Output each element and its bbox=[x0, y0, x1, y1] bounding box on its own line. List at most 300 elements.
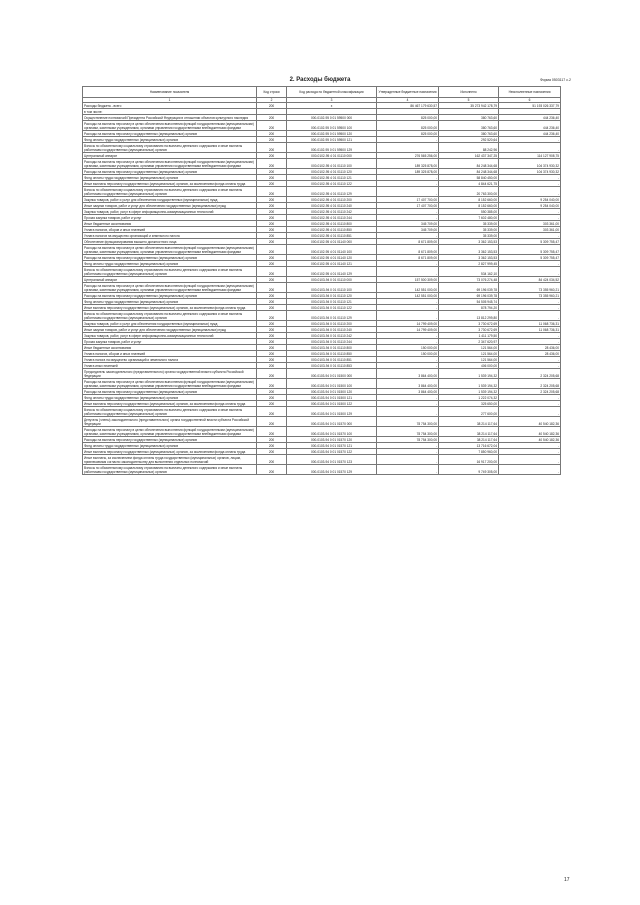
row-kbk: 000-0102-95 0 01 59500 000 bbox=[287, 115, 377, 121]
row-executed: 35 339,00 bbox=[439, 227, 499, 233]
column-header: Неисполненные назначения bbox=[499, 87, 561, 98]
row-unexecuted: 104 374 930,32 bbox=[499, 159, 561, 169]
row-code: 200 bbox=[257, 267, 287, 277]
row-executed: 16 917 200,00 bbox=[439, 455, 499, 465]
row-name: Фонд оплаты труда государственных (муниципальных) органов bbox=[83, 395, 257, 401]
row-executed: 13 812 299,80 bbox=[439, 311, 499, 321]
row-executed: 121 564,00 bbox=[439, 345, 499, 351]
row-name: Расходы на выплаты персоналу в целях обеспечения выполнения функций государственными (муниципальными) органами, казенными учреждениями, органами управления государственными внебюджетными фондами bbox=[83, 379, 257, 389]
table-body bbox=[83, 103, 561, 475]
row-code: 200 bbox=[257, 455, 287, 465]
row-name: Иные закупки товаров, работ и услуг для обеспечения государственных (муниципальных) нужд bbox=[83, 203, 257, 209]
row-name: Фонд оплаты труда государственных (муниципальных) органов bbox=[83, 261, 257, 267]
table-row bbox=[83, 159, 561, 169]
row-unexecuted: - bbox=[499, 443, 561, 449]
row-kbk: 000-0102-95 4 01 01110 129 bbox=[287, 187, 377, 197]
row-code: 200 bbox=[257, 351, 287, 357]
column-number: 5 bbox=[439, 98, 499, 103]
row-executed: 406 000,00 bbox=[439, 363, 499, 369]
row-code: 200 bbox=[257, 283, 287, 293]
row-kbk: 000-0102-95 4 01 01110 121 bbox=[287, 175, 377, 181]
row-code: 200 bbox=[257, 333, 287, 339]
row-kbk: 000-0103-94 0 01 01110 200 bbox=[287, 321, 377, 327]
row-unexecuted: - bbox=[499, 143, 561, 153]
row-executed: 3 730 672,69 bbox=[439, 327, 499, 333]
row-name: Иные выплаты персоналу государственных (муниципальных) органов, за исключением фонда оплаты труда bbox=[83, 449, 257, 455]
row-approved: - bbox=[377, 363, 439, 369]
row-unexecuted: 5 309 755,47 bbox=[499, 255, 561, 261]
row-unexecuted: 11 068 736,31 bbox=[499, 321, 561, 327]
row-executed: 380 763,60 bbox=[439, 131, 499, 137]
row-approved: 17 407 700,00 bbox=[377, 203, 439, 209]
row-kbk: 000-0102-95 0 01 59500 100 bbox=[287, 121, 377, 131]
row-approved: - bbox=[377, 187, 439, 197]
row-approved: - bbox=[377, 401, 439, 407]
row-code: 200 bbox=[257, 197, 287, 203]
row-kbk: 000-0102-95 4 01 01110 244 bbox=[287, 215, 377, 221]
row-unexecuted: - bbox=[499, 305, 561, 311]
row-executed: 8 152 660,00 bbox=[439, 203, 499, 209]
row-code: 200 bbox=[257, 389, 287, 395]
row-unexecuted: - bbox=[499, 401, 561, 407]
table-row bbox=[83, 465, 561, 475]
row-kbk: 000-0103-94 0 01 01500 120 bbox=[287, 389, 377, 395]
row-unexecuted: - bbox=[499, 333, 561, 339]
row-name: Уплата налогов на имущество организаций и земельного налога bbox=[83, 233, 257, 239]
row-code: 200 bbox=[257, 261, 287, 267]
row-unexecuted: 5 309 755,47 bbox=[499, 239, 561, 245]
row-code: 200 bbox=[257, 233, 287, 239]
row-kbk: 000-0103-94 0 01 01110 240 bbox=[287, 327, 377, 333]
row-executed: 550 385,00 bbox=[439, 209, 499, 215]
table-row bbox=[83, 369, 561, 379]
row-kbk: 000-0102-95 4 01 01110 800 bbox=[287, 221, 377, 227]
row-approved: - bbox=[377, 233, 439, 239]
row-approved: 825 000,00 bbox=[377, 131, 439, 137]
row-executed: 277 600,00 bbox=[439, 407, 499, 417]
row-unexecuted: 114 127 908,75 bbox=[499, 153, 561, 159]
row-unexecuted: 84 424 034,52 bbox=[499, 277, 561, 283]
row-code: 200 bbox=[257, 345, 287, 351]
row-approved: - bbox=[377, 143, 439, 153]
table-row bbox=[83, 311, 561, 321]
row-approved: - bbox=[377, 333, 439, 339]
row-approved: 189 325 878,00 bbox=[377, 169, 439, 175]
row-kbk: 000-0103-94 0 01 01110 850 bbox=[287, 351, 377, 357]
row-code: 200 bbox=[257, 339, 287, 345]
row-name: Уплата налогов, сборов и иных платежей bbox=[83, 351, 257, 357]
row-unexecuted: - bbox=[499, 449, 561, 455]
row-name: Расходы на выплаты персоналу государственных (муниципальных) органов bbox=[83, 131, 257, 137]
row-kbk: 000-0103-94 0 01 01110 120 bbox=[287, 293, 377, 299]
row-unexecuted: 2 324 205,68 bbox=[499, 389, 561, 395]
row-approved: 78 754 300,00 bbox=[377, 437, 439, 443]
row-executed: 292 520,64 bbox=[439, 137, 499, 143]
row-executed: 3 362 153,53 bbox=[439, 245, 499, 255]
table-row bbox=[83, 455, 561, 465]
row-code: 200 bbox=[257, 159, 287, 169]
row-unexecuted: 303 361,00 bbox=[499, 227, 561, 233]
row-executed: 35 339,00 bbox=[439, 233, 499, 239]
row-name: Иные бюджетные ассигнования bbox=[83, 221, 257, 227]
row-executed: 38 214 117,64 bbox=[439, 417, 499, 427]
row-name: Расходы бюджета - всего bbox=[83, 103, 257, 109]
row-unexecuted: - bbox=[499, 339, 561, 345]
row-kbk: 000-0103-94 0 01 01110 100 bbox=[287, 283, 377, 293]
row-executed: 88 242,96 bbox=[439, 143, 499, 153]
row-approved: 78 754 300,00 bbox=[377, 417, 439, 427]
table-row bbox=[83, 187, 561, 197]
row-kbk: 000-0102-95 4 01 01110 851 bbox=[287, 233, 377, 239]
row-kbk: 000-0103-94 0 01 01570 123 bbox=[287, 455, 377, 465]
row-kbk: 000-0103-94 0 01 01110 000 bbox=[287, 277, 377, 283]
row-approved: 345 709,00 bbox=[377, 221, 439, 227]
row-kbk: 000-0102-95 4 01 01140 129 bbox=[287, 267, 377, 277]
table-row bbox=[83, 283, 561, 293]
row-code: 200 bbox=[257, 407, 287, 417]
table-row bbox=[83, 267, 561, 277]
row-approved: 17 407 700,00 bbox=[377, 197, 439, 203]
row-unexecuted: 444 236,40 bbox=[499, 115, 561, 121]
row-executed: 9 749 305,00 bbox=[439, 465, 499, 475]
row-unexecuted: - bbox=[499, 407, 561, 417]
row-approved: - bbox=[377, 299, 439, 305]
row-code: 200 bbox=[257, 121, 287, 131]
row-code: 200 bbox=[257, 215, 287, 221]
row-name: Центральный аппарат bbox=[83, 153, 257, 159]
row-name: Иные выплаты, за исключением фонда оплаты труда государственных (муниципальных) органов, лицам, привлекаемым согласно законодательству для выполнения отдельных полномочий bbox=[83, 455, 257, 465]
row-executed: 2 347 620,97 bbox=[439, 339, 499, 345]
row-name: Взносы по обязательному социальному страхованию на выплаты денежного содержания и иные выплаты работникам государственных (муниципальных) органов bbox=[83, 187, 257, 197]
row-kbk: 000-0103-94 0 01 01110 242 bbox=[287, 333, 377, 339]
row-kbk: 000-0103-94 0 01 01110 121 bbox=[287, 299, 377, 305]
row-name: Расходы на выплаты персоналу в целях обеспечения выполнения функций государственными (муниципальными) органами, казенными учреждениями, органами управления государственными внебюджетными фондами bbox=[83, 427, 257, 437]
row-approved: - bbox=[377, 215, 439, 221]
row-unexecuted: 9 254 040,00 bbox=[499, 203, 561, 209]
row-kbk: 000-0103-94 0 01 01500 122 bbox=[287, 401, 377, 407]
row-name: Расходы на выплаты персоналу государственных (муниципальных) органов bbox=[83, 255, 257, 261]
column-number: 2 bbox=[257, 98, 287, 103]
row-approved: 825 000,00 bbox=[377, 115, 439, 121]
row-name: Фонд оплаты труда государственных (муниципальных) органов bbox=[83, 175, 257, 181]
row-name: Прочая закупка товаров, работ и услуг bbox=[83, 339, 257, 345]
row-unexecuted: - bbox=[499, 465, 561, 475]
row-name: Расходы на выплаты персоналу государственных (муниципальных) органов bbox=[83, 389, 257, 395]
row-name: Расходы на выплаты персоналу в целях обеспечения выполнения функций государственными (муниципальными) органами, казенными учреждениями, органами управления государственными внебюджетными фондами bbox=[83, 283, 257, 293]
column-header: Наименование показателя bbox=[83, 87, 257, 98]
row-executed: 380 763,60 bbox=[439, 121, 499, 131]
row-approved: - bbox=[377, 175, 439, 181]
row-approved: - bbox=[377, 311, 439, 321]
row-name: Иные выплаты персоналу государственных (муниципальных) органов, за исключением фонда оплаты труда bbox=[83, 401, 257, 407]
row-name: Иные бюджетные ассигнования bbox=[83, 345, 257, 351]
row-executed: 121 564,00 bbox=[439, 351, 499, 357]
row-unexecuted: - bbox=[499, 215, 561, 221]
row-unexecuted: - bbox=[499, 299, 561, 305]
row-kbk: 000-0102-95 0 01 59500 120 bbox=[287, 131, 377, 137]
row-approved: 142 551 000,00 bbox=[377, 283, 439, 293]
row-executed: 162 437 347,25 bbox=[439, 153, 499, 159]
row-approved: - bbox=[377, 395, 439, 401]
row-executed: 1 539 194,32 bbox=[439, 389, 499, 395]
row-kbk: 000-0103-94 0 01 01110 853 bbox=[287, 363, 377, 369]
row-name: Обеспечение функционирования высшего должностного лица bbox=[83, 239, 257, 245]
row-code: 200 bbox=[257, 221, 287, 227]
row-kbk: 000-0102-95 4 01 01110 122 bbox=[287, 181, 377, 187]
row-code: 200 bbox=[257, 115, 287, 121]
row-name: Расходы на выплаты персоналу государственных (муниципальных) органов bbox=[83, 437, 257, 443]
row-name: Депутаты (члены) законодательного (представительного) органа государственной власти субъекта Российской Федерации bbox=[83, 417, 257, 427]
row-kbk: 000-0103-94 0 01 01500 000 bbox=[287, 369, 377, 379]
row-name: Уплата налогов, сборов и иных платежей bbox=[83, 227, 257, 233]
row-unexecuted: 444 236,40 bbox=[499, 121, 561, 131]
row-kbk: 000-0102-95 0 01 59500 121 bbox=[287, 137, 377, 143]
row-name: Иные закупки товаров, работ и услуг для обеспечения государственных (муниципальных) нужд bbox=[83, 327, 257, 333]
row-kbk: 000-0102-95 4 01 01110 100 bbox=[287, 159, 377, 169]
row-name: Расходы на выплаты персоналу в целях обеспечения выполнения функций государственными (муниципальными) органами, казенными учреждениями, органами управления государственными внебюджетными фондами bbox=[83, 159, 257, 169]
row-kbk: 000-0102-95 4 01 01110 000 bbox=[287, 153, 377, 159]
row-unexecuted: 73 355 960,21 bbox=[499, 293, 561, 299]
row-kbk: 000-0102-95 4 01 01110 242 bbox=[287, 209, 377, 215]
row-name: Фонд оплаты труда государственных (муниципальных) органов bbox=[83, 443, 257, 449]
row-approved: - bbox=[377, 267, 439, 277]
row-kbk: 000-0103-94 0 01 01500 100 bbox=[287, 379, 377, 389]
row-code: 200 bbox=[257, 305, 287, 311]
row-executed: 1 222 074,32 bbox=[439, 395, 499, 401]
row-kbk: 000-0102-95 4 01 01110 240 bbox=[287, 203, 377, 209]
row-code: 200 bbox=[257, 369, 287, 379]
row-unexecuted: 11 068 736,31 bbox=[499, 327, 561, 333]
row-unexecuted: 444 236,40 bbox=[499, 131, 561, 137]
row-unexecuted: - bbox=[499, 395, 561, 401]
row-unexecuted: 51 193 026 337,79 bbox=[499, 103, 561, 109]
row-approved: 150 000,00 bbox=[377, 345, 439, 351]
row-executed: 2 827 999,45 bbox=[439, 261, 499, 267]
row-approved: 345 709,00 bbox=[377, 227, 439, 233]
expenses-table bbox=[82, 86, 561, 475]
row-approved: - bbox=[377, 261, 439, 267]
row-kbk: 000-0102-95 0 01 59500 129 bbox=[287, 143, 377, 153]
column-header: Код строки bbox=[257, 87, 287, 98]
row-executed: 7 850 960,00 bbox=[439, 449, 499, 455]
row-kbk: 000-0103-94 0 01 01570 000 bbox=[287, 417, 377, 427]
row-kbk: 000-0103-94 0 01 01570 120 bbox=[287, 437, 377, 443]
row-kbk: 000-0103-94 0 01 01110 244 bbox=[287, 339, 377, 345]
row-name: Прочая закупка товаров, работ и услуг bbox=[83, 215, 257, 221]
row-code: 200 bbox=[257, 103, 287, 109]
row-name: Закупка товаров, работ и услуг для обеспечения государственных (муниципальных) нужд bbox=[83, 321, 257, 327]
column-header: Исполнено bbox=[439, 87, 499, 98]
row-approved: 142 551 000,00 bbox=[377, 293, 439, 299]
row-unexecuted: - bbox=[499, 137, 561, 143]
row-unexecuted: - bbox=[499, 267, 561, 277]
row-approved: 3 864 400,00 bbox=[377, 369, 439, 379]
row-executed: 58 840 450,00 bbox=[439, 175, 499, 181]
row-approved: 3 864 400,00 bbox=[377, 379, 439, 389]
row-approved: - bbox=[377, 181, 439, 187]
row-name: Уплата налога на имущество организаций и земельного налога bbox=[83, 357, 257, 363]
table-row bbox=[83, 407, 561, 417]
row-name: Председатель законодательного (представительного) органа государственной власти субъекта Российской Федерации bbox=[83, 369, 257, 379]
row-approved: 825 000,00 bbox=[377, 121, 439, 131]
row-approved: - bbox=[377, 455, 439, 465]
row-unexecuted: 5 309 755,47 bbox=[499, 245, 561, 255]
row-unexecuted: - bbox=[499, 455, 561, 465]
column-number: 6 bbox=[499, 98, 561, 103]
row-approved: 78 754 300,00 bbox=[377, 427, 439, 437]
row-approved: 189 325 878,00 bbox=[377, 159, 439, 169]
table-row bbox=[83, 417, 561, 427]
row-name: Фонд оплаты труда государственных (муниципальных) органов bbox=[83, 137, 257, 143]
row-code: 200 bbox=[257, 311, 287, 321]
row-kbk: 000-0102-95 4 01 01140 100 bbox=[287, 245, 377, 255]
row-approved: 86 467 179 630,57 bbox=[377, 103, 439, 109]
row-approved: 150 000,00 bbox=[377, 351, 439, 357]
row-executed: 380 763,60 bbox=[439, 115, 499, 121]
row-code: 200 bbox=[257, 203, 287, 209]
row-kbk: 000-0102-95 4 01 01140 121 bbox=[287, 261, 377, 267]
row-kbk: 000-0102-95 4 01 01140 000 bbox=[287, 239, 377, 245]
row-code: 200 bbox=[257, 321, 287, 327]
row-approved: - bbox=[377, 407, 439, 417]
form-code: Форма 0503117 с.2 bbox=[540, 78, 571, 82]
row-approved: - bbox=[377, 339, 439, 345]
column-number: 1 bbox=[83, 98, 257, 103]
row-executed: 3 730 672,69 bbox=[439, 321, 499, 327]
row-approved: 276 565 256,00 bbox=[377, 153, 439, 159]
row-name: Фонд оплаты труда государственных (муниципальных) органов bbox=[83, 299, 257, 305]
row-name: Расходы на выплаты персоналу в целях обеспечения выполнения функций государственными (муниципальными) органами, казенными учреждениями, органами управления государственными внебюджетными фондами bbox=[83, 245, 257, 255]
row-code: 200 bbox=[257, 239, 287, 245]
row-kbk: 000-0103-94 0 01 01570 100 bbox=[287, 427, 377, 437]
row-code: 200 bbox=[257, 465, 287, 475]
row-approved: - bbox=[377, 449, 439, 455]
row-unexecuted: - bbox=[499, 357, 561, 363]
row-executed: 1 539 194,32 bbox=[439, 369, 499, 379]
table-row bbox=[83, 379, 561, 389]
row-code: 200 bbox=[257, 209, 287, 215]
table-row bbox=[83, 245, 561, 255]
row-name: Взносы по обязательному социальному страхованию на выплаты денежного содержания и иные выплаты работникам государственных (муниципальных) органов bbox=[83, 311, 257, 321]
row-code: 200 bbox=[257, 169, 287, 175]
row-name: Центральный аппарат bbox=[83, 277, 257, 283]
row-unexecuted: - bbox=[499, 363, 561, 369]
row-executed: 38 214 117,64 bbox=[439, 427, 499, 437]
row-code: 200 bbox=[257, 357, 287, 363]
row-code: 200 bbox=[257, 227, 287, 233]
row-name: Расходы на выплаты персоналу в целях обеспечения выполнения функций государственными (муниципальными) органами, казенными учреждениями, органами управления государственными внебюджетными фондами bbox=[83, 121, 257, 131]
row-executed: 13 716 672,04 bbox=[439, 443, 499, 449]
row-approved: - bbox=[377, 209, 439, 215]
row-kbk: 000-0103-94 0 01 01500 129 bbox=[287, 407, 377, 417]
row-code: 200 bbox=[257, 449, 287, 455]
row-approved: 14 799 409,00 bbox=[377, 327, 439, 333]
row-name: Иные выплаты персоналу государственных (муниципальных) органов, за исключением фонда оплаты труда bbox=[83, 181, 257, 187]
row-name: Взносы по обязательному социальному страхованию на выплаты денежного содержания и иные выплаты работникам государственных (муниципальных) органов bbox=[83, 465, 257, 475]
row-approved: 8 671 809,00 bbox=[377, 239, 439, 245]
column-header: Код расхода по бюджетной классификации bbox=[287, 87, 377, 98]
header-row bbox=[83, 87, 561, 98]
row-kbk: 000-0103-94 0 01 01110 851 bbox=[287, 357, 377, 363]
row-code: 200 bbox=[257, 245, 287, 255]
row-kbk: 000-0102-95 4 01 01110 120 bbox=[287, 169, 377, 175]
row-code: 200 bbox=[257, 395, 287, 401]
row-code: 200 bbox=[257, 255, 287, 261]
row-executed: 878 794,20 bbox=[439, 305, 499, 311]
row-executed: 54 505 945,74 bbox=[439, 299, 499, 305]
row-name: Уплата иных платежей bbox=[83, 363, 257, 369]
row-code: 200 bbox=[257, 401, 287, 407]
row-code: 200 bbox=[257, 293, 287, 299]
row-unexecuted: - bbox=[499, 187, 561, 197]
row-unexecuted: 104 374 930,32 bbox=[499, 169, 561, 175]
row-name: Закупка товаров, работ, услуг в сфере информационно-коммуникационных технологий bbox=[83, 209, 257, 215]
row-unexecuted: - bbox=[499, 261, 561, 267]
row-code: 200 bbox=[257, 187, 287, 197]
row-approved: 3 864 400,00 bbox=[377, 389, 439, 395]
row-unexecuted: 2 324 205,68 bbox=[499, 379, 561, 389]
row-code: 200 bbox=[257, 131, 287, 137]
row-executed: 69 196 039,78 bbox=[439, 283, 499, 293]
row-code: 200 bbox=[257, 299, 287, 305]
row-name: Осуществление полномочий Президента Российской Федерации в отношении объектов культурного наследия bbox=[83, 115, 257, 121]
row-name: Взносы по обязательному социальному страхованию на выплаты денежного содержания и иные выплаты работникам государственных (муниципальных) органов bbox=[83, 267, 257, 277]
row-executed: 69 196 039,78 bbox=[439, 293, 499, 299]
row-executed: 121 564,00 bbox=[439, 357, 499, 363]
row-executed: 8 152 660,00 bbox=[439, 197, 499, 203]
row-kbk: 000-0103-94 0 01 01110 122 bbox=[287, 305, 377, 311]
row-approved: - bbox=[377, 357, 439, 363]
row-approved: - bbox=[377, 305, 439, 311]
row-code: 200 bbox=[257, 437, 287, 443]
row-name: Расходы на выплаты персоналу государственных (муниципальных) органов bbox=[83, 293, 257, 299]
row-approved: 8 671 809,00 bbox=[377, 245, 439, 255]
row-executed: 1 411 179,50 bbox=[439, 333, 499, 339]
row-code: 200 bbox=[257, 181, 287, 187]
row-name: Закупка товаров, работ, услуг в сфере информационно-коммуникационных технологий bbox=[83, 333, 257, 339]
row-code: 200 bbox=[257, 143, 287, 153]
row-executed: 35 339,00 bbox=[439, 221, 499, 227]
row-name: в том числе: bbox=[83, 109, 257, 115]
row-unexecuted: 73 355 960,21 bbox=[499, 283, 561, 293]
row-executed: 7 602 480,00 bbox=[439, 215, 499, 221]
row-name: Закупка товаров, работ и услуг для обеспечения государственных (муниципальных) нужд bbox=[83, 197, 257, 203]
page-number: 17 bbox=[564, 877, 570, 883]
row-code: 200 bbox=[257, 175, 287, 181]
row-code: 200 bbox=[257, 277, 287, 283]
row-code: 200 bbox=[257, 427, 287, 437]
row-kbk: x bbox=[287, 103, 377, 109]
row-executed: 35 273 942 178,79 bbox=[439, 103, 499, 109]
row-kbk: 000-0103-94 0 01 01570 129 bbox=[287, 465, 377, 475]
row-code: 200 bbox=[257, 417, 287, 427]
column-header: Утвержденные бюджетные назначения bbox=[377, 87, 439, 98]
row-executed: 84 248 344,68 bbox=[439, 159, 499, 169]
row-approved: 8 671 809,00 bbox=[377, 255, 439, 261]
row-kbk: 000-0102-95 4 01 01110 200 bbox=[287, 197, 377, 203]
table-row bbox=[83, 143, 561, 153]
row-unexecuted: 40 540 182,36 bbox=[499, 427, 561, 437]
row-kbk: 000-0102-95 4 01 01140 120 bbox=[287, 255, 377, 261]
row-code: 200 bbox=[257, 327, 287, 333]
row-code: 200 bbox=[257, 153, 287, 159]
row-executed: 38 214 117,64 bbox=[439, 437, 499, 443]
row-unexecuted: - bbox=[499, 233, 561, 239]
row-name: Взносы по обязательному социальному страхованию на выплаты денежного содержания и иные выплаты работникам государственных (муниципальных) органов bbox=[83, 407, 257, 417]
row-approved: - bbox=[377, 443, 439, 449]
row-approved: - bbox=[377, 137, 439, 143]
row-code: 200 bbox=[257, 137, 287, 143]
